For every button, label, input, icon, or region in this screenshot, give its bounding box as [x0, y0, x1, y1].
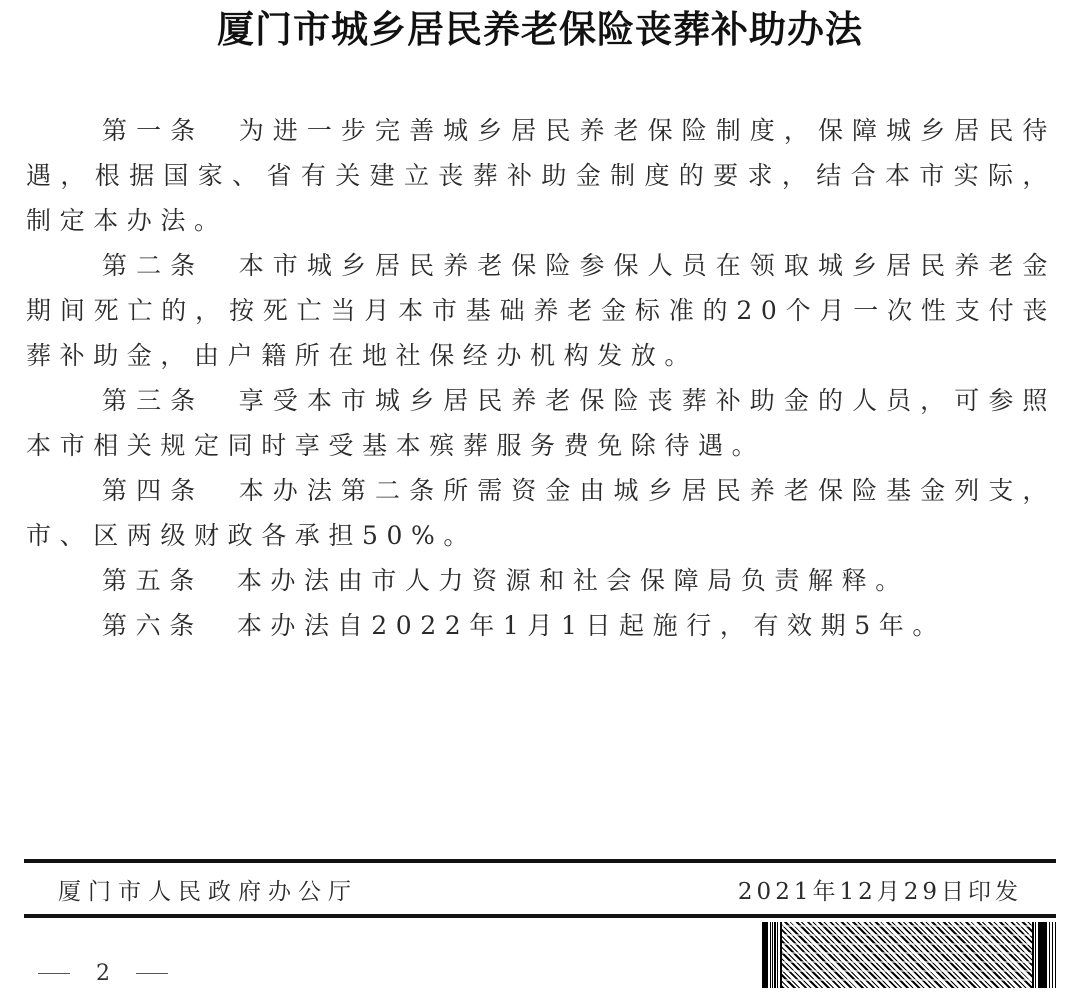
- article-number: 第三条: [102, 386, 205, 415]
- page-number: [38, 961, 168, 986]
- dash-left: [38, 973, 70, 975]
- article-text: 为进一步完善城乡居民养老保险制度，保障城乡居民待遇，根据国家、省有关建立丧葬补助金制度的要求，结合本市实际，制定本办法。: [26, 116, 1056, 235]
- article-6: [26, 603, 1056, 648]
- barcode-data-pattern: [782, 922, 1032, 988]
- article-number: 第五条: [102, 566, 203, 595]
- article-number: 第六条: [102, 611, 203, 640]
- footer-top-rule: [24, 859, 1056, 863]
- article-number: 第二条: [102, 251, 205, 280]
- article-number: 第四条: [102, 476, 205, 505]
- barcode-stop-pattern: [1040, 922, 1058, 988]
- page-number-text: 2: [96, 961, 110, 986]
- issue-date: 2021年12月29日印发: [737, 879, 1022, 905]
- article-text: 本办法第二条所需资金由城乡居民养老保险基金列支，市、区两级财政各承担50%。: [26, 476, 1056, 550]
- article-text: 本办法自2022年1月1日起施行，有效期5年。: [236, 611, 946, 640]
- article-2: [26, 243, 1056, 378]
- document-title: 厦门市城乡居民养老保险丧葬补助办法: [217, 8, 863, 51]
- article-text: 享受本市城乡居民养老保险丧葬补助金的人员，可参照本市相关规定同时享受基本殡葬服务费免除待遇。: [26, 386, 1056, 460]
- issuer-name: 厦门市人民政府办公厅: [58, 879, 358, 905]
- article-1: [26, 108, 1056, 243]
- barcode-start-pattern: [762, 922, 774, 988]
- dash-right: [136, 973, 168, 975]
- article-5: [26, 558, 1056, 603]
- footer-bottom-rule: [24, 914, 1056, 918]
- article-4: [26, 468, 1056, 558]
- pdf417-barcode: [762, 922, 1058, 988]
- article-3: [26, 378, 1056, 468]
- article-text: 本市城乡居民养老保险参保人员在领取城乡居民养老金期间死亡的，按死亡当月本市基础养老金标准的20个月一次性支付丧葬补助金，由户籍所在地社保经办机构发放。: [26, 251, 1056, 370]
- article-text: 本办法由市人力资源和社会保障局负责解释。: [236, 566, 909, 595]
- document-body: [26, 108, 1056, 648]
- article-number: 第一条: [102, 116, 205, 145]
